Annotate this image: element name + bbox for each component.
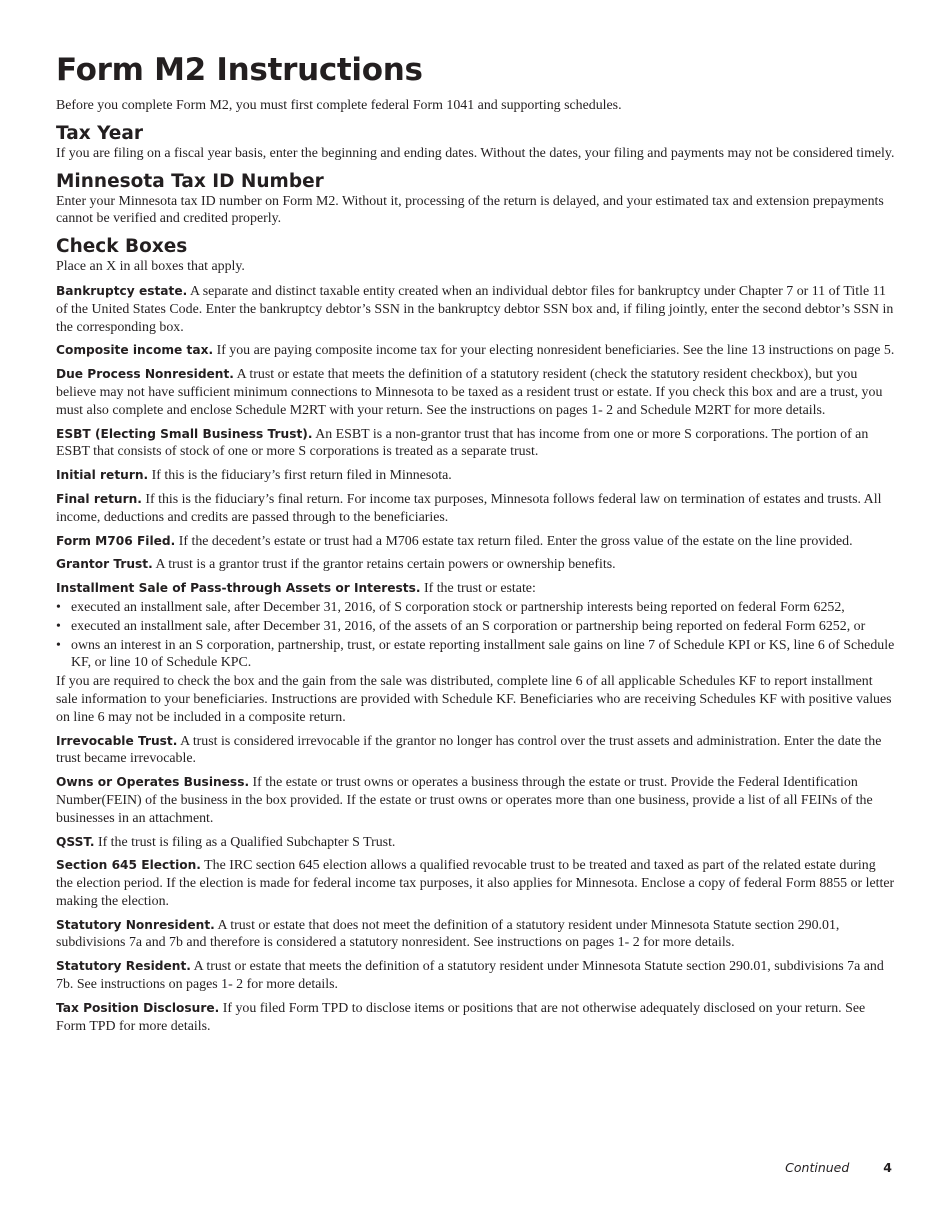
entry-term: Bankruptcy estate.: [56, 283, 188, 298]
tax-id-heading: Minnesota Tax ID Number: [56, 170, 324, 192]
entry-text: An ESBT is a non-grantor trust that has income from one or more S corporations. The portion of an ESBT that consists of stock of one or more S corporations is treated as a separate trust.: [56, 426, 869, 460]
tax-id-section: [56, 171, 896, 229]
entry-text: If the trust is filing as a Qualified Subchapter S Trust.: [94, 834, 396, 850]
entry-text: A trust is a grantor trust if the grantor retains certain powers or ownership benefits.: [152, 557, 616, 573]
list-item: [56, 637, 896, 673]
entry-term: Form M706 Filed.: [56, 533, 176, 548]
entry-term: ESBT (Electing Small Business Trust).: [56, 426, 313, 441]
entry-final-return: [56, 491, 896, 527]
entry-installment-sale: [56, 580, 896, 726]
entry-text: The IRC section 645 election allows a qualified revocable trust to be treated and taxed as part of the related estate during the election period. If the election is made for federal income tax purposes, it also applies for Minnesota. Enclose a copy of federal Form 8855 or letter making the election.: [56, 858, 895, 909]
entry-text: If this is the fiduciary’s final return. For income tax purposes, Minnesota follows federal law on termination of estates and trusts. All income, deductions and credits are passed through to the beneficiaries.: [56, 491, 882, 525]
tax-year-heading: Tax Year: [56, 122, 143, 144]
continued-label: Continued: [785, 1160, 850, 1175]
entry-bankruptcy-estate: [56, 283, 896, 336]
tax-year-section: [56, 123, 896, 163]
bullet-icon: •: [56, 637, 61, 653]
entry-term: Statutory Nonresident.: [56, 917, 215, 932]
entry-initial-return: [56, 467, 896, 485]
entry-text: A trust or estate that meets the definition of a statutory resident (check the statutory resident checkbox), but you believe may not have sufficient minimum connections to Minnesota to be taxed as a resident trust or estate. If you check this box and are a trust, you must also complete and enclose Schedule M2RT with your return. See the instructions on pages 1- 2 and Schedule M2RT for more details.: [56, 367, 883, 418]
entry-owns-operates-business: [56, 774, 896, 827]
entry-text: A trust or estate that does not meet the definition of a statutory resident under Minnesota Statute section 290.01, subdivisions 7a and 7b and therefore is considered a statutory nonresident. See instructions on pages 1- 2 for more details.: [56, 917, 840, 951]
list-item: [56, 599, 896, 617]
page-footer: [785, 1160, 892, 1175]
entry-statutory-nonresident: [56, 917, 896, 953]
bullet-icon: •: [56, 618, 61, 634]
entry-text: If you filed Form TPD to disclose items or positions that are not otherwise adequately disclosed on your return. See Form TPD for more details.: [56, 1000, 866, 1034]
entry-term: Initial return.: [56, 468, 149, 483]
entry-due-process-nonresident: [56, 366, 896, 419]
page-number: 4: [883, 1160, 892, 1175]
entry-text: A trust or estate that meets the definition of a statutory resident under Minnesota Statute section 290.01, subdivisions 7a and 7b. See instructions on pages 1- 2 for more details.: [56, 959, 884, 993]
check-boxes-text: Place an X in all boxes that apply.: [56, 259, 245, 275]
installment-after-text: If you are required to check the box and the gain from the sale was distributed, complete line 6 of all applicable Schedules KF to report installment sale information to your beneficiaries. Instructions are provided with Schedule KF. Beneficiaries who are receiving Schedules KF with positive values on line 6 may not be included in a composite return.: [56, 674, 892, 725]
entry-composite-income-tax: [56, 342, 896, 360]
entry-statutory-resident: [56, 958, 896, 994]
entry-form-m706-filed: [56, 533, 896, 551]
entry-term: Statutory Resident.: [56, 959, 191, 974]
document-page: [56, 52, 896, 1041]
entry-text: If this is the fiduciary’s first return filed in Minnesota.: [148, 468, 452, 484]
entry-term: Final return.: [56, 491, 142, 506]
entry-text: If the trust or estate:: [420, 581, 536, 597]
entry-term: Grantor Trust.: [56, 557, 153, 572]
entry-term: Composite income tax.: [56, 343, 214, 358]
list-item-text: executed an installment sale, after December 31, 2016, of the assets of an S corporation or partnership being reported on federal Form 6252, or: [71, 618, 866, 634]
entry-qsst: [56, 834, 896, 852]
entry-text: If the decedent’s estate or trust had a M706 estate tax return filed. Enter the gross value of the estate on the line provided.: [175, 533, 853, 549]
entry-term: Due Process Nonresident.: [56, 367, 234, 382]
entry-text: A separate and distinct taxable entity created when an individual debtor files for bankruptcy under Chapter 7 or 11 of Title 11 of the United States Code. Enter the bankruptcy debtor’s SSN in the bankruptcy debtor SSN box and, if filing jointly, enter the second debtor’s SSN in the corresponding box.: [56, 283, 894, 335]
tax-id-text: Enter your Minnesota tax ID number on Form M2. Without it, processing of the return is delayed, and your estimated tax and extension prepayments cannot be verified and credited properly.: [56, 193, 884, 227]
tax-year-text: If you are filing on a fiscal year basis, enter the beginning and ending dates. Without the dates, your filing and payments may not be considered timely.: [56, 145, 895, 161]
list-item: [56, 618, 896, 636]
entry-term: Tax Position Disclosure.: [56, 1000, 220, 1015]
entry-term: Section 645 Election.: [56, 858, 201, 873]
entry-term: QSST.: [56, 834, 95, 849]
bullet-icon: •: [56, 599, 61, 615]
entry-grantor-trust: [56, 556, 896, 574]
list-item-text: owns an interest in an S corporation, partnership, trust, or estate reporting installment sale gains on line 7 of Schedule KPI or KS, line 6 of Schedule KF, or line 10 of Schedule KPC.: [71, 637, 895, 671]
installment-bullet-list: [56, 599, 896, 672]
entry-term: Irrevocable Trust.: [56, 733, 178, 748]
entry-tax-position-disclosure: [56, 1000, 896, 1036]
entry-text: A trust is considered irrevocable if the grantor no longer has control over the trust assets and administration. Enter the date the trust became irrevocable.: [56, 733, 882, 767]
check-boxes-section: [56, 236, 896, 1035]
page-title: Form M2 Instructions: [56, 52, 423, 88]
entry-text: If you are paying composite income tax for your electing nonresident beneficiaries. See the line 13 instructions on page 5.: [213, 343, 895, 359]
entry-irrevocable-trust: [56, 733, 896, 769]
check-boxes-heading: Check Boxes: [56, 236, 188, 258]
entry-term: Installment Sale of Pass-through Assets or Interests.: [56, 581, 421, 596]
entry-text: If the estate or trust owns or operates a business through the estate or trust. Provide the Federal Identification Number(FEIN) of the business in the box provided. If the estate or trust owns or operates more than one business, provide a list of all FEINs of the businesses in an attachment.: [56, 775, 873, 826]
entry-term: Owns or Operates Business.: [56, 775, 250, 790]
entry-esbt: [56, 426, 896, 462]
list-item-text: executed an installment sale, after December 31, 2016, of S corporation stock or partnership interests being reported on federal Form 6252,: [71, 599, 845, 615]
intro-text: Before you complete Form M2, you must first complete federal Form 1041 and supporting schedules.: [56, 98, 622, 113]
entry-section-645-election: [56, 857, 896, 910]
